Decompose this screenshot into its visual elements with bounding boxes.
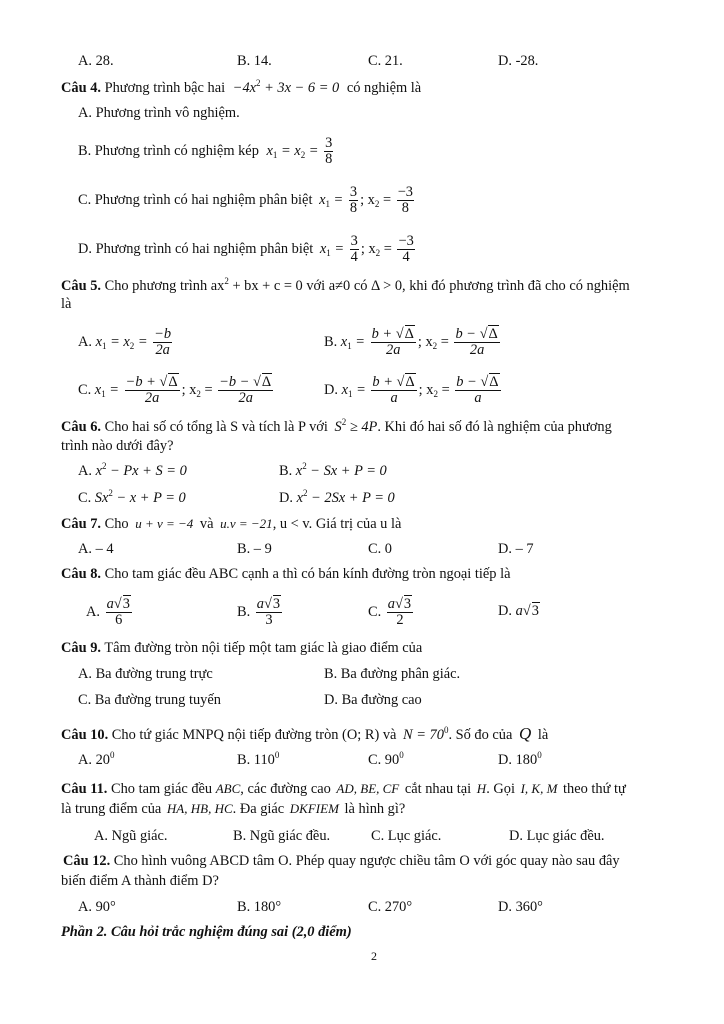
q4-option-a: A. Phương trình vô nghiệm.	[78, 105, 240, 121]
q6-option-d: D. $x^2 - 2Sx + P = 0$	[279, 488, 395, 506]
q9-option-c: C. Ba đường trung tuyến	[78, 692, 221, 708]
question-4-label: Câu 4.	[61, 80, 101, 96]
q8-option-b: B. $\frac{a√3}{3}$	[237, 596, 281, 629]
question-7-stem: Câu 7. Cho u + v = −4 và u.v = −21, u < v. Giá trị của u là	[61, 516, 402, 532]
q7-option-b: B. – 9	[237, 541, 272, 557]
question-11-stem: Câu 11. Cho tam giác đều ABC, các đường cao AD, BE, CF cắt nhau tại H. Gọi I, K, M theo thứ tự	[61, 781, 626, 797]
part-2-heading: Phần 2. Câu hỏi trắc nghiệm đúng sai (2,0 điểm)	[61, 924, 352, 940]
question-11-stem-cont: là trung điểm của HA, HB, HC. Đa giác DKFIEM là hình gì?	[61, 801, 406, 817]
q3-option-c: C. 21.	[368, 53, 403, 69]
q12-option-b: B. 180°	[237, 899, 282, 915]
question-12-stem: Câu 12. Cho hình vuông ABCD tâm O. Phép quay ngược chiều tâm O với góc quay nào sau đây	[63, 853, 620, 869]
question-4-tail: có nghiệm là	[346, 80, 422, 96]
q8-option-c: C. $\frac{a√3}{2}$	[368, 596, 412, 629]
q10-option-c: C. $90^0$	[368, 750, 404, 768]
q10-option-b: B. $110^0$	[237, 750, 280, 768]
q4-option-b: B. Phương trình có nghiệm kép $x_1 = x_2$ = $\frac{3}{8}$	[78, 135, 333, 168]
question-4-text: Phương trình bậc hai	[104, 80, 226, 96]
q6-option-a: A. $x^2 - Px + S = 0$	[78, 461, 187, 479]
q12-option-a: A. 90°	[78, 899, 116, 915]
q3-option-a: A. 28.	[78, 53, 114, 69]
q12-option-c: C. 270°	[368, 899, 413, 915]
question-6-stem-cont: trình nào dưới đây?	[61, 438, 174, 454]
q9-option-d: D. Ba đường cao	[324, 692, 422, 708]
q8-option-a: A. $\frac{a√3}{6}$	[86, 596, 130, 629]
q9-option-a: A. Ba đường trung trực	[78, 666, 213, 682]
q4-option-c: C. Phương trình có hai nghiệm phân biệt $x_1$ = $\frac{3}{8}$ ; $x_2$ = $\frac{-3}{8}$	[78, 184, 413, 217]
question-8-stem: Câu 8. Cho tam giác đều ABC cạnh a thì có bán kính đường tròn ngoại tiếp là	[61, 566, 511, 582]
q5-option-d: D. $x_1$ = $\frac{b + √\Delta}{a}$ ; $x_2$ = $\frac{b - √\Delta}{a}$	[324, 374, 499, 407]
q10-option-d: D. $180^0$	[498, 750, 542, 768]
q5-option-a: A. $x_1 = x_2$ = $\frac{-b}{2a}$	[78, 326, 172, 359]
question-4-stem: Câu 4. Phương trình bậc hai $-4x^2 + 3x - 6 = 0$ có nghiệm là	[61, 78, 422, 96]
q10-option-a: A. $20^0$	[78, 750, 115, 768]
q11-option-a: A. Ngũ giác.	[94, 828, 168, 844]
q7-option-a: A. – 4	[78, 541, 114, 557]
q7-option-c: C. 0	[368, 541, 392, 557]
q8-option-d: D. a√3	[498, 603, 539, 619]
q3-option-b: B. 14.	[237, 53, 272, 69]
q12-option-d: D. 360°	[498, 899, 543, 915]
question-9-stem: Câu 9. Tâm đường tròn nội tiếp một tam giác là giao điểm của	[61, 640, 423, 656]
q5-option-c: C. $x_1$ = $\frac{-b + √\Delta}{2a}$ ; $x_2$ = $\frac{-b - √\Delta}{2a}$	[78, 374, 272, 407]
question-6-stem: Câu 6. Cho hai số có tổng là S và tích là P với $S^2 \ge 4P$. Khi đó hai số đó là nghiệm của phương	[61, 417, 612, 435]
question-5-stem: Câu 5. Cho phương trình $ax^2$ + bx + c = 0 với a≠0 có Δ > 0, khi đó phương trình đã cho có nghiệm	[61, 276, 630, 294]
question-12-stem-cont: biến điểm A thành điểm D?	[61, 873, 219, 889]
page-number: 2	[371, 949, 377, 963]
q5-option-b: B. $x_1$ = $\frac{b + √\Delta}{2a}$ ; $x_2$ = $\frac{b - √\Delta}{2a}$	[324, 326, 498, 359]
q3-option-d: D. -28.	[498, 53, 539, 69]
q6-option-c: C. $Sx^2 - x + P = 0$	[78, 488, 186, 506]
q9-option-b: B. Ba đường phân giác.	[324, 666, 461, 682]
question-5-stem-cont: là	[61, 296, 72, 312]
q11-option-d: D. Lục giác đều.	[509, 828, 605, 844]
q6-option-b: B. $x^2 - Sx + P = 0$	[279, 461, 387, 479]
q11-option-c: C. Lục giác.	[371, 828, 442, 844]
q7-option-d: D. – 7	[498, 541, 534, 557]
q11-option-b: B. Ngũ giác đều.	[233, 828, 331, 844]
q4-option-d: D. Phương trình có hai nghiệm phân biệt $x_1$ = $\frac{3}{4}$ ; $x_2$ = $\frac{-3}{4}$	[78, 233, 414, 266]
question-10-stem: Câu 10. Cho tứ giác MNPQ nội tiếp đường tròn (O; R) và $N = 70^0$. Số đo của Q là	[61, 724, 549, 743]
